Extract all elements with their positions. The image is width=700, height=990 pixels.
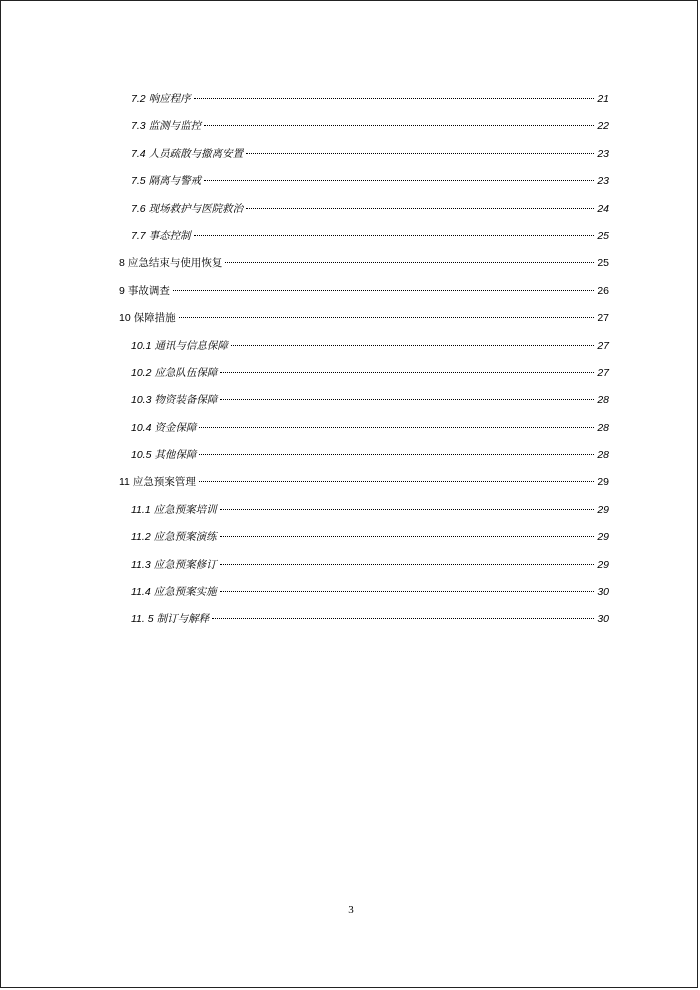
toc-entry-page: 23 (597, 175, 609, 188)
toc-dot-leader (204, 125, 594, 126)
toc-entry-number: 11.4 (131, 586, 151, 599)
toc-entry-page: 26 (597, 284, 609, 297)
toc-entry[interactable] (119, 226, 609, 253)
toc-entry[interactable] (119, 253, 609, 280)
toc-dot-leader (194, 98, 595, 99)
toc-entry-number: 11.2 (131, 531, 151, 544)
toc-entry-number: 7.2 (131, 93, 146, 105)
toc-entry[interactable] (119, 363, 609, 390)
toc-entry-number: 8 (119, 257, 125, 270)
page-number: 3 (348, 904, 354, 916)
toc-entry-page: 29 (597, 531, 609, 544)
toc-entry-title: 监测与监控 (148, 120, 202, 133)
table-of-contents (119, 89, 609, 637)
toc-dot-leader (212, 618, 594, 619)
toc-entry-number: 9 (119, 284, 125, 297)
toc-entry-page: 22 (597, 120, 609, 133)
toc-dot-leader (179, 317, 595, 318)
toc-dot-leader (220, 372, 594, 373)
toc-entry-title: 其他保障 (154, 449, 197, 462)
toc-dot-leader (199, 454, 594, 455)
toc-entry-title: 资金保障 (154, 421, 197, 434)
toc-entry-page: 28 (597, 449, 609, 462)
toc-entry-number: 10.5 (131, 449, 152, 462)
toc-entry-number: 10.4 (131, 421, 152, 434)
toc-entry-number: 10 (119, 312, 131, 325)
toc-entry-title: 保障措施 (133, 312, 176, 325)
toc-entry-title: 人员疏散与撤离安置 (148, 147, 244, 160)
toc-dot-leader (173, 290, 594, 291)
toc-entry-number: 10.2 (131, 366, 152, 379)
toc-entry-page: 29 (597, 476, 609, 489)
toc-dot-leader (220, 399, 594, 400)
toc-entry[interactable] (119, 418, 609, 445)
toc-entry-page: 27 (597, 312, 609, 325)
toc-entry-page: 25 (597, 229, 609, 242)
toc-entry-title: 物资装备保障 (154, 394, 218, 407)
toc-entry[interactable] (119, 500, 609, 527)
toc-entry-page: 21 (597, 93, 609, 105)
toc-entry-page: 23 (597, 147, 609, 160)
toc-entry-title: 应急队伍保障 (154, 366, 218, 379)
toc-entry[interactable] (119, 609, 609, 636)
toc-dot-leader (231, 345, 594, 346)
toc-entry-title: 事态控制 (148, 229, 191, 242)
toc-entry-title: 应急结束与使用恢复 (127, 257, 223, 270)
toc-entry-title: 现场救护与医院救治 (148, 202, 244, 215)
toc-dot-leader (220, 536, 595, 537)
toc-dot-leader (246, 153, 594, 154)
toc-entry-page: 29 (597, 558, 609, 571)
toc-entry-title: 应急预案培训 (153, 503, 217, 516)
toc-entry-number: 7.4 (131, 147, 146, 160)
toc-entry-title: 应急预案管理 (132, 476, 196, 489)
toc-entry-number: 11 (119, 476, 130, 489)
toc-dot-leader (199, 481, 594, 482)
toc-entry[interactable] (119, 336, 609, 363)
toc-entry-number: 11.3 (131, 558, 151, 571)
toc-entry[interactable] (119, 171, 609, 198)
toc-entry[interactable] (119, 116, 609, 143)
toc-entry[interactable] (119, 445, 609, 472)
toc-dot-leader (220, 591, 595, 592)
toc-entry-title: 通讯与信息保障 (154, 339, 228, 352)
toc-entry-page: 24 (597, 202, 609, 215)
toc-entry-number: 10.1 (131, 339, 152, 352)
toc-entry-title: 应急预案修订 (153, 558, 217, 571)
toc-entry-page: 30 (597, 613, 609, 626)
toc-dot-leader (220, 509, 595, 510)
toc-entry-page: 29 (597, 503, 609, 516)
toc-dot-leader (220, 564, 595, 565)
toc-entry[interactable] (119, 582, 609, 609)
toc-entry-number: 7.5 (131, 175, 146, 188)
toc-entry[interactable] (119, 527, 609, 554)
toc-dot-leader (199, 427, 594, 428)
toc-entry[interactable] (119, 390, 609, 417)
toc-entry-page: 25 (597, 257, 609, 270)
toc-entry-page: 27 (597, 366, 609, 379)
toc-entry-page: 28 (597, 394, 609, 407)
toc-entry-number: 11. 5 (131, 613, 154, 626)
toc-dot-leader (194, 235, 595, 236)
toc-entry[interactable] (119, 555, 609, 582)
toc-entry[interactable] (119, 472, 609, 499)
toc-entry-title: 事故调查 (127, 284, 170, 297)
toc-entry-page: 28 (597, 421, 609, 434)
toc-entry-number: 7.7 (131, 229, 146, 242)
toc-entry-title: 隔离与警戒 (148, 175, 202, 188)
toc-entry-number: 11.1 (131, 503, 151, 516)
toc-dot-leader (246, 208, 594, 209)
toc-entry[interactable] (119, 144, 609, 171)
toc-entry-number: 7.3 (131, 120, 146, 133)
toc-entry-title: 应急预案实施 (153, 586, 217, 599)
toc-entry[interactable] (119, 281, 609, 308)
toc-entry-number: 10.3 (131, 394, 152, 407)
toc-entry-title: 制订与解释 (156, 613, 210, 626)
toc-entry-page: 27 (597, 339, 609, 352)
toc-entry[interactable] (119, 89, 609, 116)
toc-entry-title: 响应程序 (148, 93, 191, 105)
toc-entry-title: 应急预案演练 (153, 531, 217, 544)
toc-entry-number: 7.6 (131, 202, 146, 215)
toc-dot-leader (225, 262, 594, 263)
toc-dot-leader (204, 180, 594, 181)
toc-entry[interactable] (119, 199, 609, 226)
toc-entry-page: 30 (597, 586, 609, 599)
toc-entry[interactable] (119, 308, 609, 335)
